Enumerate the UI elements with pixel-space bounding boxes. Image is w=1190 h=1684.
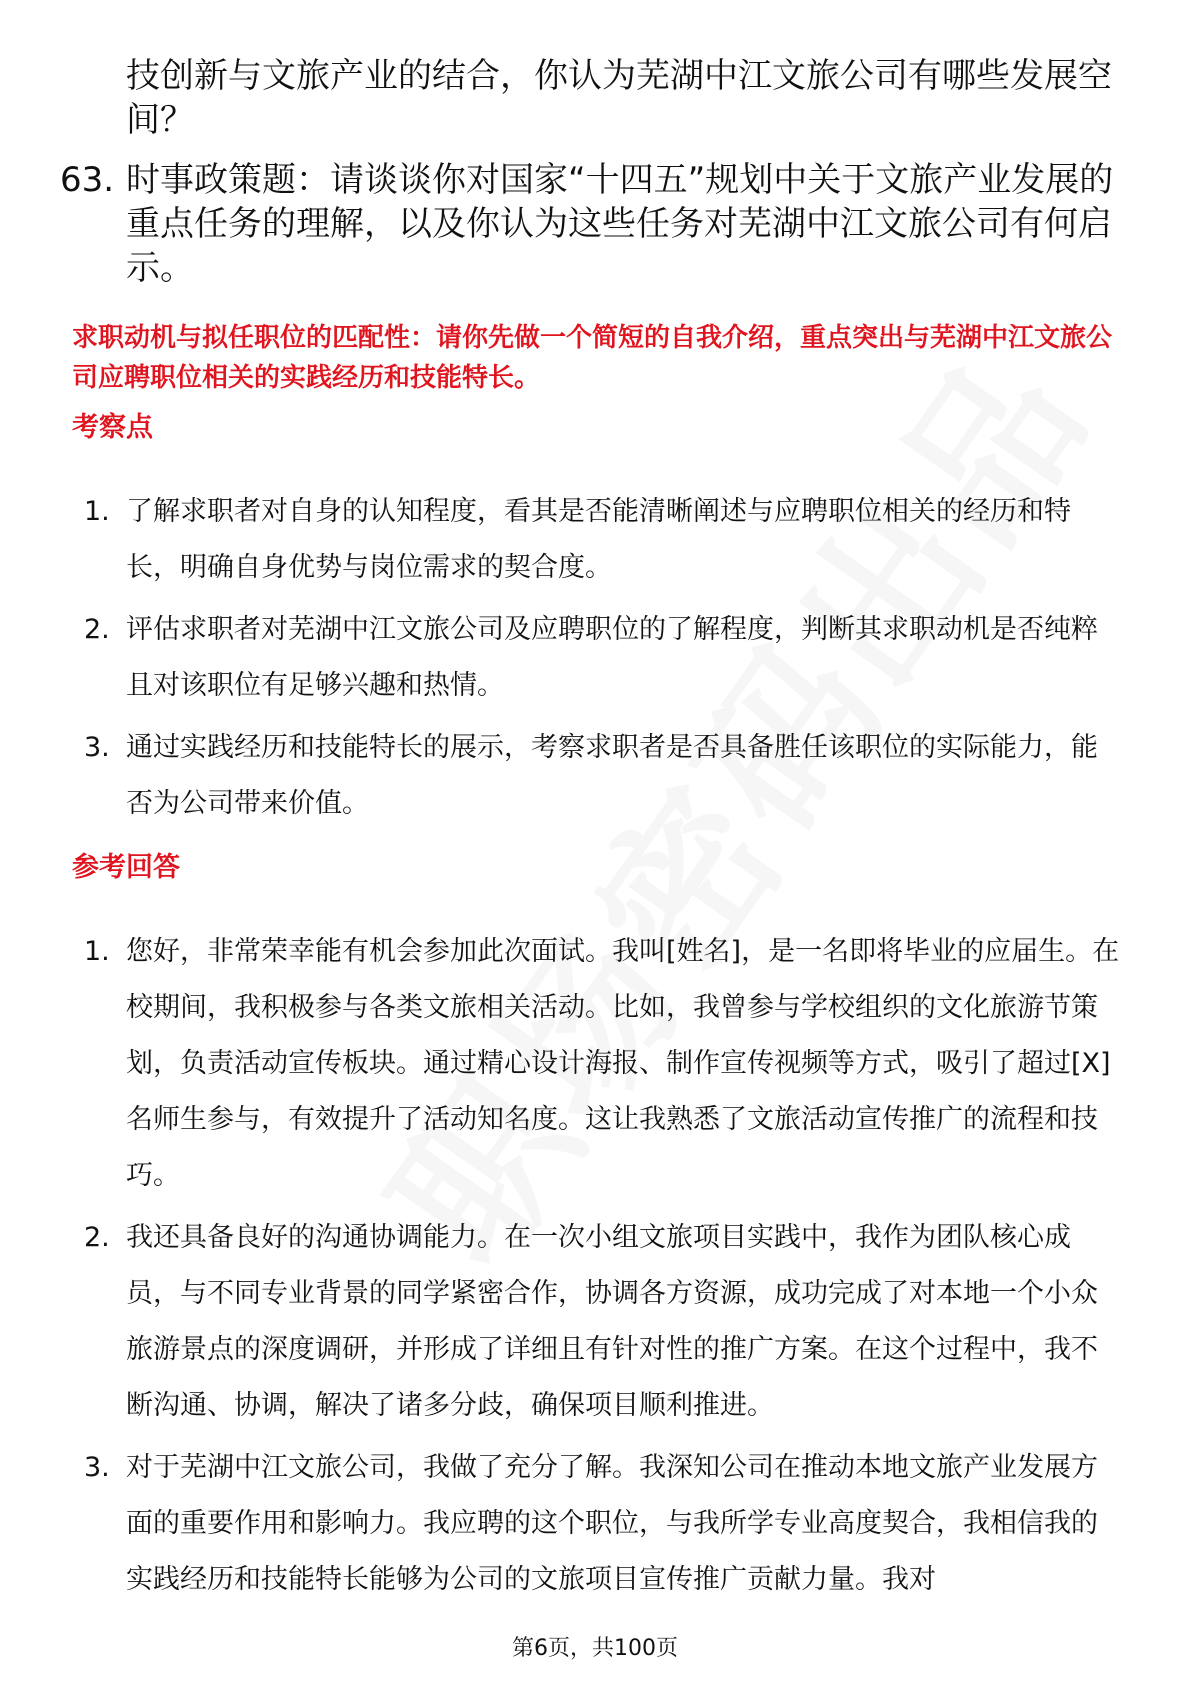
list-item bbox=[84, 602, 1120, 714]
question-text: 时事政策题：请谈谈你对国家“十四五”规划中关于文旅产业发展的重点任务的理解，以及你认为这些任务对芜湖中江文旅公司有何启示。 bbox=[126, 160, 1114, 288]
list-item-text: 了解求职者对自身的认知程度，看其是否能清晰阐述与应聘职位相关的经历和特长，明确自身优势与岗位需求的契合度。 bbox=[126, 496, 1071, 583]
list-item-text: 通过实践经历和技能特长的展示，考察求职者是否具备胜任该职位的实际能力，能否为公司带来价值。 bbox=[126, 732, 1098, 819]
list-item bbox=[84, 720, 1120, 832]
list-item-number: 3. bbox=[84, 1452, 110, 1483]
list-item-text: 您好，非常荣幸能有机会参加此次面试。我叫[姓名]，是一名即将毕业的应届生。在校期间，我积极参与各类文旅相关活动。比如，我曾参与学校组织的文化旅游节策划，负责活动宣传板块。通过精心设计海报、制作宣传视频等方式，吸引了超过[X]名师生参与，有效提升了活动知名度。这让我熟悉了文旅活动宣传推广的流程和技巧。 bbox=[126, 936, 1120, 1191]
list-item-number: 2. bbox=[84, 614, 110, 645]
list-item-text: 我还具备良好的沟通协调能力。在一次小组文旅项目实践中，我作为团队核心成员，与不同专业背景的同学紧密合作，协调各方资源，成功完成了对本地一个小众旅游景点的深度调研，并形成了详细且有针对性的推广方案。在这个过程中，我不断沟通、协调，解决了诸多分歧，确保项目顺利推进。 bbox=[126, 1222, 1098, 1421]
question-continuation bbox=[60, 54, 1120, 142]
question-continuation-text: 技创新与文旅产业的结合，你认为芜湖中江文旅公司有哪些发展空间？ bbox=[126, 56, 1112, 140]
list-item bbox=[84, 924, 1120, 1204]
list-item bbox=[84, 484, 1120, 596]
list-item-number: 3. bbox=[84, 732, 110, 763]
list-item-text: 对于芜湖中江文旅公司，我做了充分了解。我深知公司在推动本地文旅产业发展方面的重要作用和影响力。我应聘的这个职位，与我所学专业高度契合，我相信我的实践经历和技能特长能够为公司的文旅项目宣传推广贡献力量。我对 bbox=[126, 1452, 1098, 1595]
list-item bbox=[84, 1210, 1120, 1434]
list-item-number: 2. bbox=[84, 1222, 110, 1253]
section-heading-kaochadian: 考察点 bbox=[72, 412, 153, 443]
section-heading-cankao: 参考回答 bbox=[72, 852, 180, 883]
page-footer: 第6页，共100页 bbox=[512, 1636, 678, 1661]
kaochadian-list bbox=[84, 484, 1120, 838]
interview-prompt: 求职动机与拟任职位的匹配性：请你先做一个简短的自我介绍，重点突出与芜湖中江文旅公司应聘职位相关的实践经历和技能特长。 bbox=[72, 323, 1113, 393]
question-number: 63. bbox=[60, 160, 115, 200]
list-item-number: 1. bbox=[84, 496, 110, 527]
list-item-text: 评估求职者对芜湖中江文旅公司及应聘职位的了解程度，判断其求职动机是否纯粹且对该职位有足够兴趣和热情。 bbox=[126, 614, 1098, 701]
list-item bbox=[84, 1440, 1120, 1608]
question-63 bbox=[60, 158, 1120, 290]
list-item-number: 1. bbox=[84, 936, 110, 967]
cankao-list bbox=[84, 924, 1120, 1614]
